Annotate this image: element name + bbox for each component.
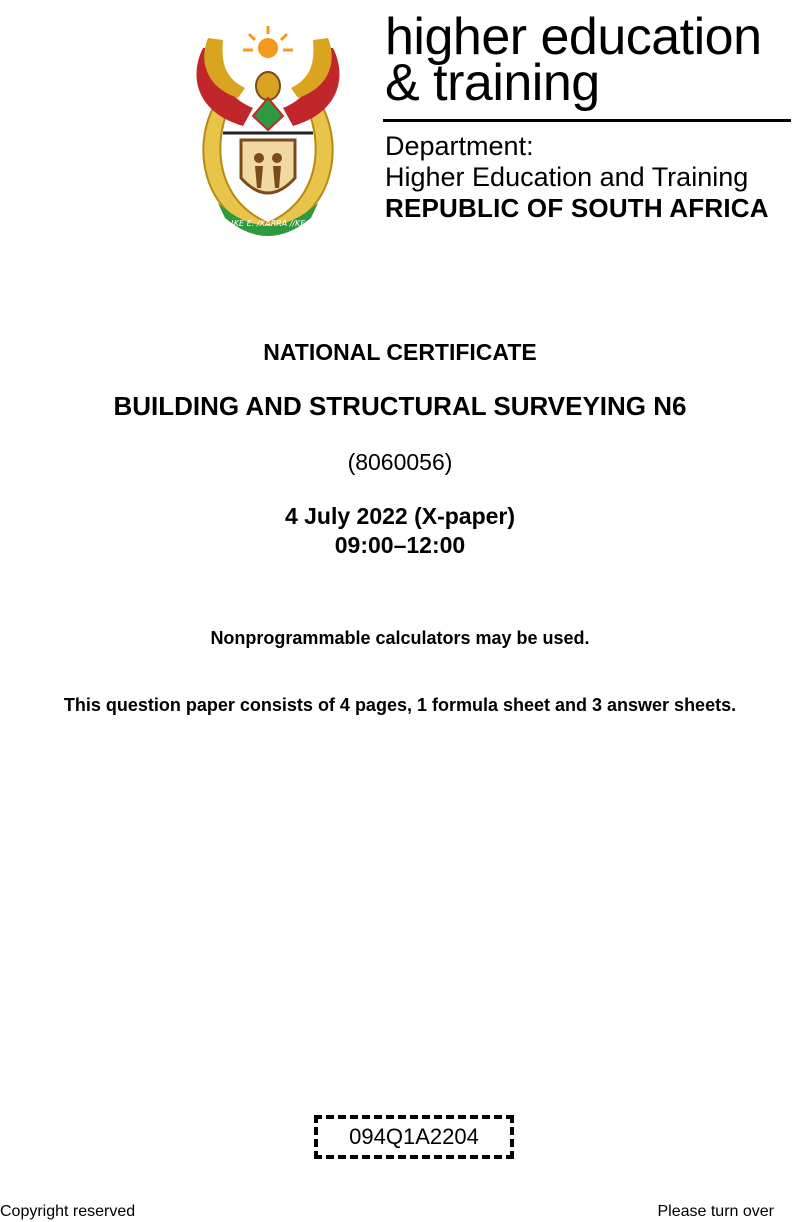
subject-title: BUILDING AND STRUCTURAL SURVEYING N6 xyxy=(113,391,687,421)
brand-line-2: & training xyxy=(385,54,600,112)
exam-time: 09:00–12:00 xyxy=(334,532,466,558)
paper-code: 094Q1A2204 xyxy=(349,1124,479,1149)
certificate-title: NATIONAL CERTIFICATE xyxy=(263,339,537,365)
page-count-note: This question paper consists of 4 pages, 1 formula sheet and 3 answer sheets. xyxy=(63,695,737,715)
calculator-note: Nonprogrammable calculators may be used. xyxy=(210,628,590,648)
brand-wordmark xyxy=(385,8,795,112)
exam-date: 4 July 2022 (X-paper) xyxy=(284,503,516,529)
paper-code-box xyxy=(314,1115,514,1159)
svg-text:!KE E: /XARRA //KE: !KE E: /XARRA //KE xyxy=(230,219,306,228)
country-name: REPUBLIC OF SOUTH AFRICA xyxy=(385,193,769,223)
department-name: Higher Education and Training xyxy=(385,162,749,192)
department-block xyxy=(385,131,795,224)
department-label: Department: xyxy=(385,131,534,161)
footer-copyright: Copyright reserved xyxy=(0,1203,136,1220)
coat-of-arms-icon xyxy=(183,18,353,240)
subject-code: (8060056) xyxy=(347,449,453,475)
brand-line-1: higher education xyxy=(385,8,762,66)
footer-turn-over: Please turn over xyxy=(657,1203,774,1220)
brand-divider xyxy=(383,119,791,122)
exam-date-time xyxy=(0,502,800,560)
